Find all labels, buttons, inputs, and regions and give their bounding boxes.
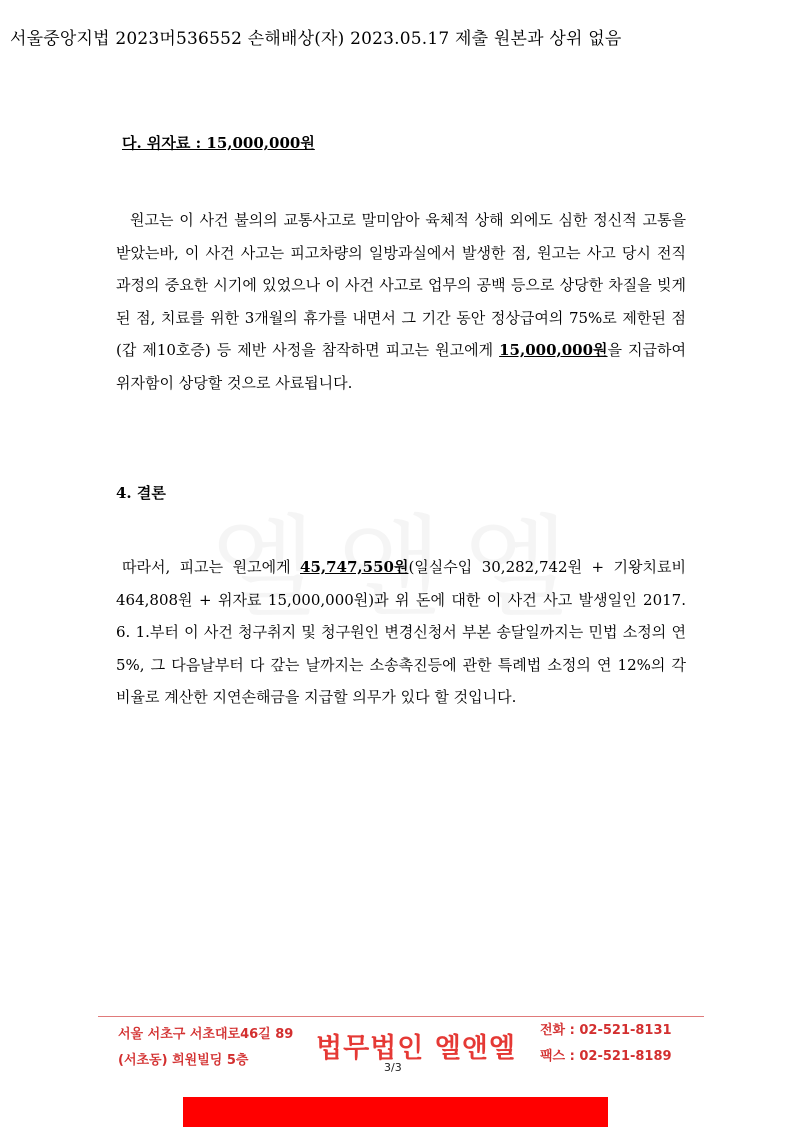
section-title-consolation-money: 다. 위자료 : 15,000,000원 bbox=[122, 134, 315, 152]
address-line-1: 서울 서초구 서초대로46길 89 bbox=[118, 1027, 294, 1042]
section-heading-conclusion: 4. 결론 bbox=[116, 484, 166, 502]
phone-number: 전화 : 02-521-8131 bbox=[540, 1023, 672, 1038]
redaction-bar bbox=[183, 1097, 608, 1127]
footer-address bbox=[118, 1022, 293, 1074]
footer-divider bbox=[98, 1016, 704, 1017]
fax-number: 팩스 : 02-521-8189 bbox=[540, 1049, 672, 1064]
amount-consolation: 15,000,000원 bbox=[499, 341, 608, 359]
paragraph-text: 따라서, 피고는 원고에게 bbox=[122, 558, 301, 576]
paragraph-text: 을 지급하여 위자함이 상당할 것으로 사료됩니다. bbox=[116, 341, 686, 392]
page-number: 3/3 bbox=[384, 1061, 402, 1074]
firm-name: 법무법인 엘앤엘 bbox=[316, 1033, 516, 1064]
paragraph-conclusion bbox=[116, 551, 686, 714]
address-line-2: (서초동) 희원빌딩 5층 bbox=[118, 1053, 249, 1068]
footer-contact bbox=[540, 1018, 672, 1070]
document-header: 서울중앙지법 2023머536552 손해배상(자) 2023.05.17 제출 원본과 상위 없음 bbox=[10, 29, 622, 49]
amount-total: 45,747,550원 bbox=[300, 558, 409, 576]
paragraph-consolation-money bbox=[116, 204, 686, 399]
paragraph-text: (일실수입 30,282,742원 + 기왕치료비 464,808원 + 위자료 15,000,000원)과 위 돈에 대한 이 사건 사고 발생일인 2017. 6. 1.부터 이 사건 청구취지 및 청구원인 변경신청서 부본 송달일까지는 민법 소정의 연 5%, 그 다음날부터 다 갚는 날까지는 소송촉진등에 관한 특례법 소정의 연 12%의 각 비율로 계산한 지연손해금을 지급할 의무가 있다 할 것입니다. bbox=[116, 558, 686, 706]
paragraph-text: 원고는 이 사건 불의의 교통사고로 말미암아 육체적 상해 외에도 심한 정신적 고통을 받았는바, 이 사건 사고는 피고차량의 일방과실에서 발생한 점, 원고는 사고 당시 전직 과정의 중요한 시기에 있었으나 이 사건 사고로 업무의 공백 등으로 상당한 차질을 빚게 된 점, 치료를 위한 3개월의 휴가를 내면서 그 기간 동안 정상급여의 75%로 제한된 점(갑 제10호증) 등 제반 사정을 참작하면 피고는 원고에게 bbox=[116, 211, 686, 359]
